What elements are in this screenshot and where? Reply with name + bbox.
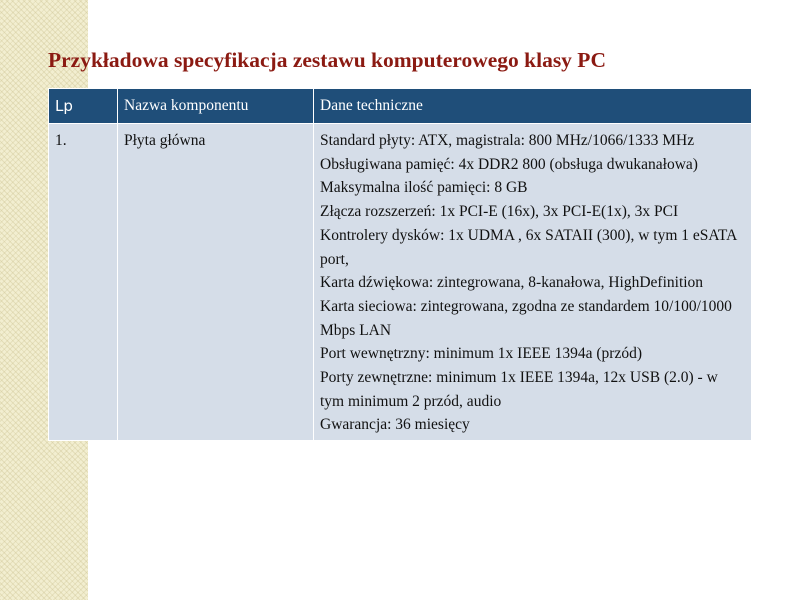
header-lp: Lp <box>49 89 118 124</box>
spec-line: Karta sieciowa: zintegrowana, zgodna ze standardem 10/100/1000 Mbps LAN <box>320 297 732 339</box>
cell-lp: 1. <box>49 124 118 441</box>
header-technical-data: Dane techniczne <box>314 89 752 124</box>
spec-line: Standard płyty: ATX, magistrala: 800 MHz/1066/1333 MHz <box>320 132 695 149</box>
cell-component-name: Płyta główna <box>118 124 314 441</box>
cell-technical-data <box>314 124 752 441</box>
header-component-name: Nazwa komponentu <box>118 89 314 124</box>
spec-line: Obsługiwana pamięć: 4x DDR2 800 (obsługa dwukanałowa) <box>320 155 698 173</box>
spec-line: Kontrolery dysków: 1x UDMA , 6x SATAII (300), w tym 1 eSATA port, <box>320 226 737 268</box>
spec-line: Gwarancja: 36 miesięcy <box>320 416 470 434</box>
table-header-row <box>49 89 752 124</box>
spec-line: Złącza rozszerzeń: 1x PCI-E (16x), 3x PCI-E(1x), 3x PCI <box>320 203 679 221</box>
spec-line: Karta dźwiękowa: zintegrowana, 8-kanałowa, HighDefinition <box>320 274 704 292</box>
spec-line: Porty zewnętrzne: minimum 1x IEEE 1394a, 12x USB (2.0) - w tym minimum 2 przód, audio <box>320 369 718 410</box>
spec-line: Port wewnętrzny: minimum 1x IEEE 1394a (przód) <box>320 345 642 363</box>
spec-table <box>48 88 752 441</box>
page-title: Przykładowa specyfikacja zestawu komputerowego klasy PC <box>48 48 606 72</box>
table-row <box>49 124 752 441</box>
spec-line: Maksymalna ilość pamięci: 8 GB <box>320 179 528 197</box>
